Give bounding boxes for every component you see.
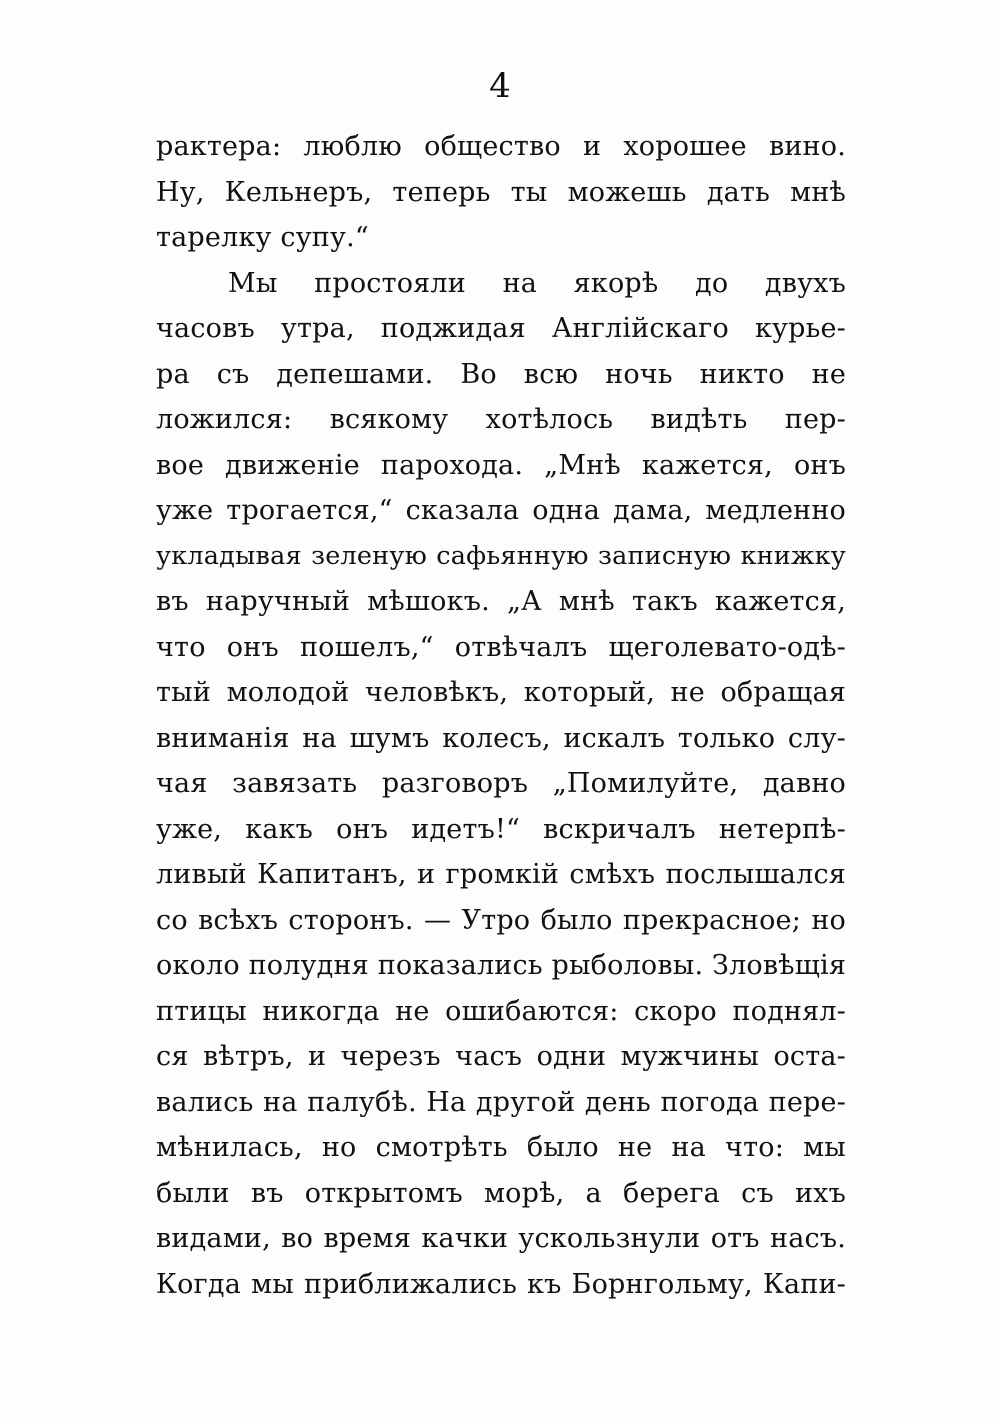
text-line: Мы простояли на якорѣ до двухъ [228,267,846,299]
text-line: мѣнилась, но смотрѣть было не на что: мы [156,1132,846,1163]
text-line: тый молодой человѣкъ, который, не обращая [156,677,846,708]
text-line: чая завязать разговоръ „Помилуйте, давно [156,768,846,799]
text-line: уже, какъ онъ идетъ!“ вскричалъ нетерпѣ- [156,813,846,845]
text-line: рактера: люблю общество и хорошее вино. [156,131,846,162]
text-line: уже трогается,“ сказала одна дама, медленно [156,495,846,526]
text-line: тарелку супу.“ [156,222,369,253]
text-line: часовъ утра, поджидая Англійскаго курье- [156,313,846,344]
text-line: вались на палубѣ. На другой день погода пере- [156,1086,846,1118]
text-line: около полудня показались рыболовы. Зловѣщія [156,950,847,981]
text-line: видами, во время качки ускользнули отъ насъ. [156,1223,846,1254]
text-line: со всѣхъ сторонъ. — Утро было прекрасное; но [156,904,846,936]
text-line: укладывая зеленую сафьянную записную книжку [156,540,846,571]
text-line: вое движеніе парохода. „Мнѣ кажется, онъ [156,449,846,481]
text-line: вниманія на шумъ колесъ, искалъ только слу- [156,722,846,754]
text-line: Когда мы приближались къ Борнгольму, Капи- [156,1268,846,1300]
text-line: ливый Капитанъ, и громкій смѣхъ послышался [156,859,846,890]
text-line: птицы никогда не ошибаются: скоро поднял- [156,995,846,1027]
body-text [156,124,846,1307]
text-line: ложился: всякому хотѣлось видѣть пер- [156,404,846,435]
text-line: ра съ депешами. Во всю ночь никто не [156,358,846,390]
text-line: въ наручный мѣшокъ. „А мнѣ такъ кажется, [156,586,846,617]
text-line: были въ открытомъ морѣ, а берега съ ихъ [156,1177,846,1209]
text-line: что онъ пошелъ,“ отвѣчалъ щеголевато-одѣ- [156,631,846,663]
page-number: 4 [489,66,511,106]
text-line: Ну, Кельнеръ, теперь ты можешь дать мнѣ [156,176,846,208]
text-line: ся вѣтръ, и черезъ часъ одни мужчины оста- [156,1041,846,1072]
